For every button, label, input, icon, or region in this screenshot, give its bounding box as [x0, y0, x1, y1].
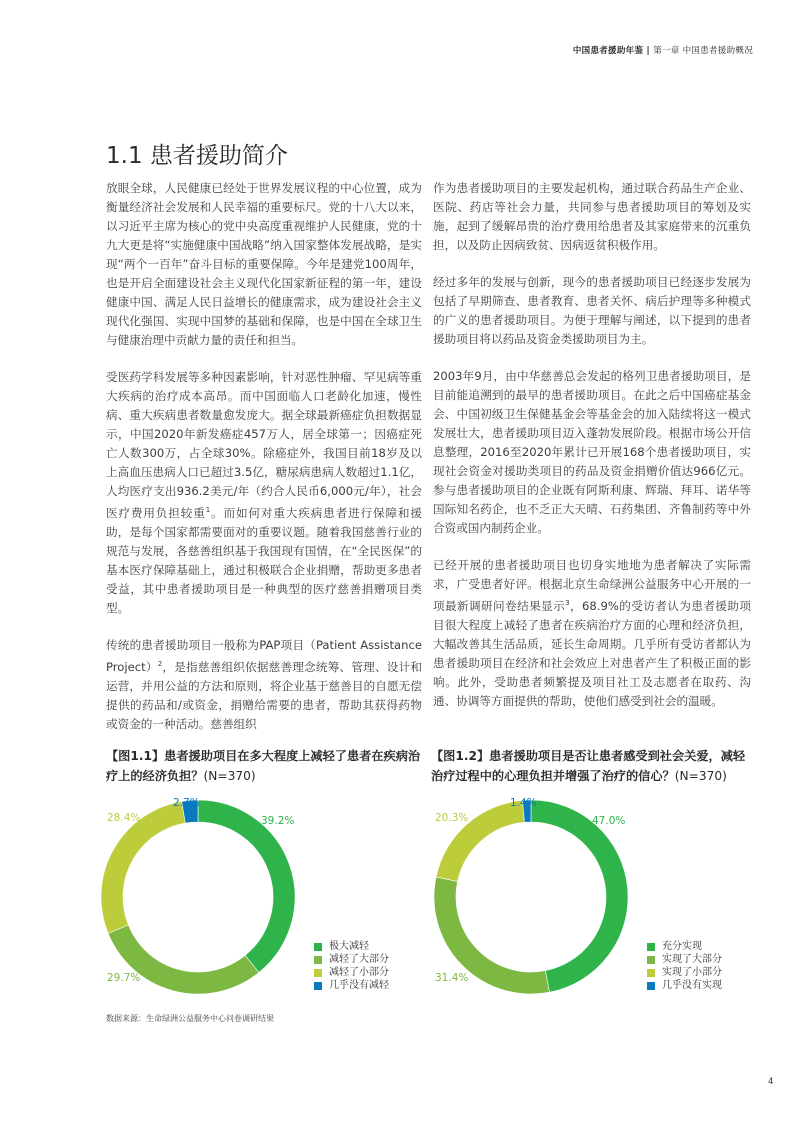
paragraph: [106, 636, 422, 734]
legend-label: 减轻了小部分: [329, 967, 389, 978]
legend-label: 充分实现: [662, 941, 702, 952]
chart-legend: [314, 940, 389, 992]
paragraph-text: 传统的患者援助项目一般称为PAP项目（Patient Assistance Project）: [106, 637, 422, 674]
sample-size: (N=370): [674, 769, 727, 783]
section-title: 1.1 患者援助简介: [106, 143, 288, 169]
legend-item: [314, 953, 389, 966]
legend-swatch: [314, 982, 322, 990]
page-number: 4: [768, 1077, 774, 1087]
figure-title-text: 【图1.2】患者援助项目是否让患者感受到社会关爱，减轻治疗过程中的心理负担并增强了治疗的信心？: [431, 749, 746, 783]
legend-swatch: [314, 969, 322, 977]
right-column: [433, 179, 751, 729]
paragraph: [106, 368, 422, 618]
label-20-3: 20.3%: [435, 812, 469, 824]
label-47-0: 47.0%: [592, 815, 626, 827]
paragraph-text: 已经开展的患者援助项目也切身实地地为患者解决了实际需求，广受患者好评。根据北京生命绿洲公益服务中心开展的一项最新调研问卷结果显示: [433, 558, 751, 613]
figure-1-2-title: [431, 746, 751, 786]
label-29-7: 29.7%: [107, 972, 141, 984]
legend-item: [647, 940, 722, 953]
paragraph-text: 。而如何对重大疾病患者进行保障和援助，是每个国家都需要面对的重要议题。随着我国慈善行业的规范与发展，各慈善组织基于我国现有国情，在“全民医保”的基本医疗保障基础上，通过积极联合企业捐赠，帮助更多患者受益，其中患者援助项目是一种典型的医疗慈善捐赠项目类型。: [106, 505, 422, 615]
paragraph: 作为患者援助项目的主要发起机构，通过联合药品生产企业、医院、药店等社会力量，共同参与患者援助项目的筹划及实施，起到了缓解昂贵的治疗费用给患者及其家庭带来的沉重负担，以及防止因病致贫、因病返贫积极作用。: [433, 181, 751, 252]
legend-label: 实现了大部分: [662, 954, 722, 965]
legend-swatch: [314, 956, 322, 964]
legend-swatch: [647, 943, 655, 951]
label-1-4: 1.4%: [510, 797, 537, 809]
label-31-4: 31.4%: [435, 972, 469, 984]
figure-1-1-donut-chart: [100, 788, 420, 1003]
footnote-ref[interactable]: 2: [157, 659, 163, 668]
figure-1-2-donut-chart: [425, 788, 745, 1003]
legend-item: [647, 953, 722, 966]
legend-item: [647, 979, 722, 992]
legend-item: [314, 940, 389, 953]
label-39-2: 39.2%: [261, 815, 295, 827]
legend-swatch: [647, 956, 655, 964]
label-28-4: 28.4%: [107, 812, 141, 824]
chart-legend: [647, 940, 722, 992]
paragraph-text: ，68.9%的受访者认为患者援助项目很大程度上减轻了患者在疾病治疗方面的心理和经济负担，大幅改善其生活品质，延长生命周期。几乎所有受访者都认为患者援助项目在经济和社会效应上对患者产生了积极正面的影响。此外，受助患者频繁提及项目社工及志愿者在取药、沟通、协调等方面提供的帮助，使他们感受到社会的温暖。: [433, 598, 751, 708]
legend-label: 极大减轻: [329, 941, 369, 952]
legend-swatch: [647, 982, 655, 990]
slice-fully-achieved: [531, 800, 628, 992]
legend-item: [314, 966, 389, 979]
paragraph: 2003年9月，由中华慈善总会发起的格列卫患者援助项目，是目前能追溯到的最早的患者援助项目。在此之后中国癌症基金会、中国初级卫生保健基金会等基金会的加入陆续将这一模式发展壮大，患者援助项目迈入蓬勃发展阶段。根据市场公开信息整理，2016至2020年累计已开展168个患者援助项目，实现社会资金对援助类项目的药品及资金捐赠价值达966亿元。参与患者援助项目的企业既有阿斯利康、辉瑞、拜耳、诺华等国际知名药企，也不乏正大天晴、石药集团、齐鲁制药等中外合资或国内制药企业。: [433, 369, 751, 535]
legend-item: [314, 979, 389, 992]
label-2-7: 2.7%: [173, 797, 200, 809]
data-source-note: 数据来源：生命绿洲公益服务中心问卷调研结果: [106, 1014, 274, 1023]
footnote-ref[interactable]: 1: [205, 506, 211, 514]
paragraph: 放眼全球，人民健康已经处于世界发展议程的中心位置，成为衡量经济社会发展和人民幸福的重要标尺。党的十八大以来，以习近平主席为核心的党中央高度重视维护人民健康，党的十九大更是将“实施健康中国战略”纳入国家整体发展战略，是实现“两个一百年”奋斗目标的重要保障。今年是建党100周年，也是开启全面建设社会主义现代化国家新征程的第一年，建设健康中国、满足人民日益增长的健康需求，成为建设社会主义现代化强国、实现中国梦的基础和保障，也是中国在全球卫生与健康治理中贡献力量的责任和担当。: [106, 181, 422, 347]
legend-label: 实现了小部分: [662, 967, 722, 978]
header-chapter: 第一章 中国患者援助概况: [653, 46, 753, 56]
legend-item: [647, 966, 722, 979]
running-header: [573, 44, 753, 56]
legend-swatch: [314, 943, 322, 951]
legend-label: 几乎没有实现: [662, 980, 722, 991]
figure-title-text: 【图1.1】患者援助项目在多大程度上减轻了患者在疾病治疗上的经济负担？: [106, 749, 421, 783]
legend-label: 几乎没有减轻: [329, 980, 389, 991]
sample-size: (N=370): [203, 769, 256, 783]
header-separator: |: [643, 46, 654, 56]
paragraph: 经过多年的发展与创新，现今的患者援助项目已经逐步发展为包括了早期筛查、患者教育、患者关怀、病后护理等多种模式的广义的患者援助项目。为便于理解与阐述，以下提到的患者援助项目将以药品及资金类援助项目为主。: [433, 275, 751, 346]
paragraph-text: 受医药学科发展等多种因素影响，针对恶性肿瘤、罕见病等重大疾病的治疗成本高昂。而中国面临人口老龄化加速，慢性病、重大疾病患者数量愈发庞大。据全球最新癌症负担数据显示，中国2020年新发癌症457万人，居全球第一；因癌症死亡人数300万，占全球30%。除癌症外，我国目前18岁及以上高血压患病人口已超过3.5亿，糖尿病患病人数超过1.1亿，人均医疗支出936.2美元/年（约合人民币6,000元/年），社会医疗费用负担较重: [106, 370, 422, 520]
legend-label: 减轻了大部分: [329, 954, 389, 965]
left-column: [106, 179, 422, 752]
header-book-title: 中国患者援助年鉴: [572, 46, 644, 56]
footnote-ref[interactable]: 3: [565, 599, 570, 607]
paragraph-text: ，是指慈善组织依据慈善理念统筹、管理、设计和运营，并用公益的方法和原则，将企业基于慈善目的自愿无偿提供的药品和/或资金，捐赠给需要的患者，帮助其获得药物或资金的一种活动。慈善组织: [106, 659, 422, 731]
figure-1-1-title: [106, 746, 426, 786]
paragraph: [433, 556, 751, 711]
legend-swatch: [647, 969, 655, 977]
